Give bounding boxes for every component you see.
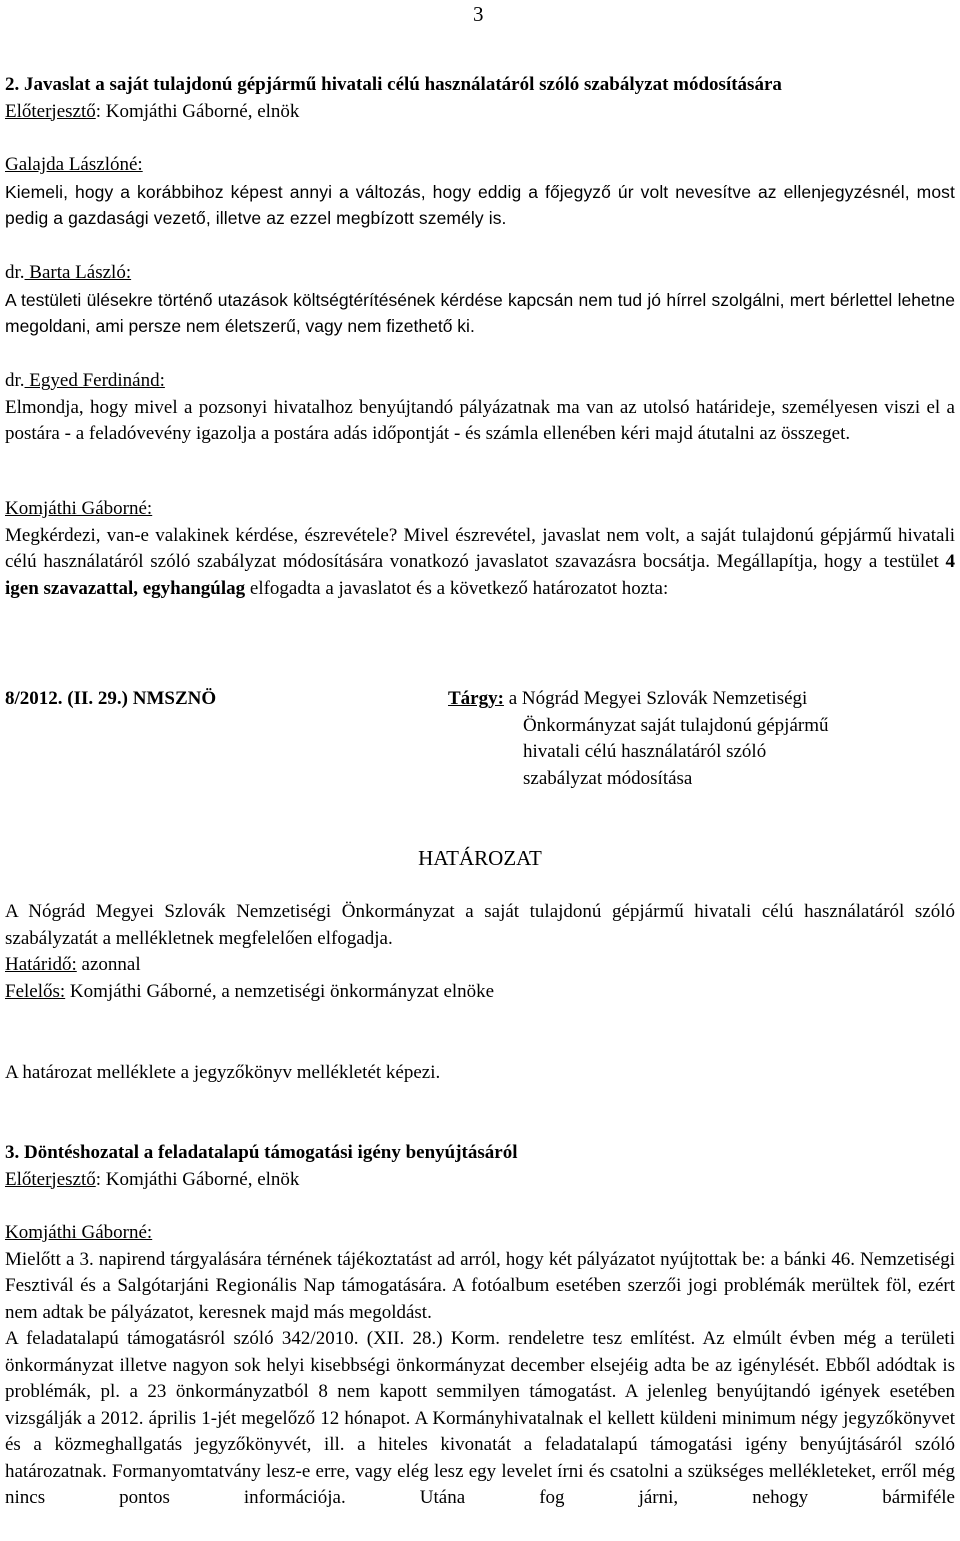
- resolution-heading: HATÁROZAT: [418, 846, 542, 870]
- resolution-body: A Nógrád Megyei Szlovák Nemzetiségi Önkormányzat a saját tulajdonú gépjármű hivatali célú használatáról szóló szabályzatát a mellékletnek megfelelően elfogadja.: [5, 901, 955, 949]
- vote-result: 4 igen szavazattal, egyhangúlag: [5, 551, 955, 599]
- agenda-item-3-title: 3. Döntéshozatal a feladatalapú támogatási igény benyújtásáról: [5, 1142, 518, 1163]
- speaker-prefix: dr.: [5, 370, 25, 391]
- deadline-value: azonnal: [76, 954, 141, 975]
- speech-komjathi-1-text: [5, 523, 955, 603]
- speaker-name: Egyed Ferdinánd:: [24, 370, 165, 391]
- speech-komjathi-1: [5, 496, 955, 602]
- speech-egyed: [5, 368, 955, 448]
- speech-barta-text: A testületi ülésekre történő utazások költségtérítésének kérdése kapcsán nem tud jó hírrel szolgálni, mert bérlettel lehetne megoldani, ami persze nem életszerű, vagy nem fizethető ki.: [5, 289, 955, 336]
- presenter-label: Előterjesztő: [5, 1168, 96, 1190]
- agenda-item-2-title: 2. Javaslat a saját tulajdonú gépjármű hivatali célú használatáról szóló szabályzat módosítására: [5, 74, 782, 95]
- presenter-value: : Komjáthi Gáborné, elnök: [95, 100, 300, 122]
- responsible-label: Felelős:: [5, 980, 66, 1002]
- subject-line-4: szabályzat módosítása: [523, 767, 693, 789]
- vote-text-before: Megkérdezi, van-e valakinek kérdése, észrevétele? Mivel észrevétel, javaslat nem volt, a saját tulajdonú gépjármű hivatali célú használatáról szóló szabályzat módosítására vonatkozó javaslatot szavazásra bocsátja. Megállapítja, hogy a testület: [5, 524, 955, 572]
- resolution-deadline: [5, 952, 955, 979]
- page-number: 3: [473, 2, 484, 26]
- resolution-body-block: [5, 899, 955, 1005]
- speaker-name: Barta László:: [24, 262, 132, 283]
- subject-line-2: Önkormányzat saját tulajdonú gépjármű: [523, 714, 829, 736]
- speaker-barta: [5, 260, 955, 287]
- speaker-galajda: Galajda Lászlóné:: [5, 154, 143, 175]
- speech-egyed-text: Elmondja, hogy mivel a pozsonyi hivatalhoz benyújtandó pályázatnak ma van az utolsó határideje, személyesen viszi el a postára - a feladóvevény igazolja a postára adás időpontját - és számla ellenében kéri majd átutalni az összeget.: [5, 396, 955, 444]
- responsible-value: Komjáthi Gáborné, a nemzetiségi önkormányzat elnöke: [65, 980, 495, 1002]
- vote-text-after: elfogadta a javaslatot és a következő határozatot hozta:: [245, 577, 669, 599]
- resolution-number: 8/2012. (II. 29.) NMSZNÖ: [5, 688, 217, 709]
- speaker-prefix: dr.: [5, 262, 25, 283]
- speech-komjathi-2-paragraph-2: A feladatalapú támogatásról szóló 342/2010. (XII. 28.) Korm. rendeletre tesz említést. Az elmúlt évben még a területi önkormányzat illetve nagyon sok helyi kisebbségi önkormányzat december elsejéig adta be az igénylését. Ebből adódtak is problémák, pl. a 23 önkormányzatból 8 nem kapott semmilyen támogatást. A jelenleg benyújtandó igények esetében vizsgálják a 2012. április 1-jét megelőző 12 hónapot. A Kormányhivatalnak el kellett küldeni minimum négy jegyzőkönyvet és a közmeghallgatás jegyzőkönyvét, ill. a hiteles kivonatát a feladatalapú támogatási igény benyújtásáról szóló határozatnak. Formanyomtatvány lesz-e erre, vagy elég lesz egy levelet írni és csatolni a szükséges mellékleteket, erről még nincs pontos információja. Utána fog járni, nehogy bármiféle: [5, 1328, 955, 1508]
- resolution-subject: [448, 686, 948, 792]
- subject-line-3: hivatali célú használatáról szóló: [523, 741, 767, 762]
- annex-note: A határozat melléklete a jegyzőkönyv mellékletét képezi.: [5, 1062, 441, 1083]
- speech-komjathi-2-paragraph-1: Mielőtt a 3. napirend tárgyalására térnének tájékoztatást ad arról, hogy két pályázatot nyújtottak be: a bánki 46. Nemzetiségi Fesztivál és a Salgótarjáni Regionális Nap támogatására. A fotóalbum esetében szerzői jogi problémák merültek föl, ezért nem adtak be pályázatot, keresnek majd más megoldást.: [5, 1248, 955, 1323]
- presenter-label: Előterjesztő: [5, 100, 96, 122]
- presenter-value: : Komjáthi Gáborné, elnök: [95, 1168, 300, 1190]
- resolution-responsible: [5, 979, 955, 1006]
- speaker-komjathi: Komjáthi Gáborné:: [5, 498, 153, 519]
- agenda-item-3: [5, 1140, 955, 1193]
- speaker-egyed: [5, 368, 955, 395]
- subject-line-1: [448, 686, 948, 713]
- subject-label: Tárgy:: [448, 688, 504, 709]
- speech-komjathi-2: [5, 1220, 955, 1512]
- speech-galajda: [5, 152, 955, 232]
- speaker-komjathi: Komjáthi Gáborné:: [5, 1222, 153, 1243]
- speech-barta: [5, 260, 955, 340]
- agenda-item-2: [5, 72, 955, 125]
- deadline-label: Határidő:: [5, 954, 77, 975]
- subject-text: a Nógrád Megyei Szlovák Nemzetiségi: [503, 688, 808, 709]
- agenda-item-2-presenter: [5, 99, 955, 126]
- speech-galajda-text: Kiemeli, hogy a korábbihoz képest annyi a változás, hogy eddig a főjegyző úr volt nevesítve az ellenjegyzésnél, most pedig a gazdasági vezető, illetve az ezzel megbízott személy is.: [5, 181, 955, 228]
- agenda-item-3-presenter: [5, 1167, 955, 1194]
